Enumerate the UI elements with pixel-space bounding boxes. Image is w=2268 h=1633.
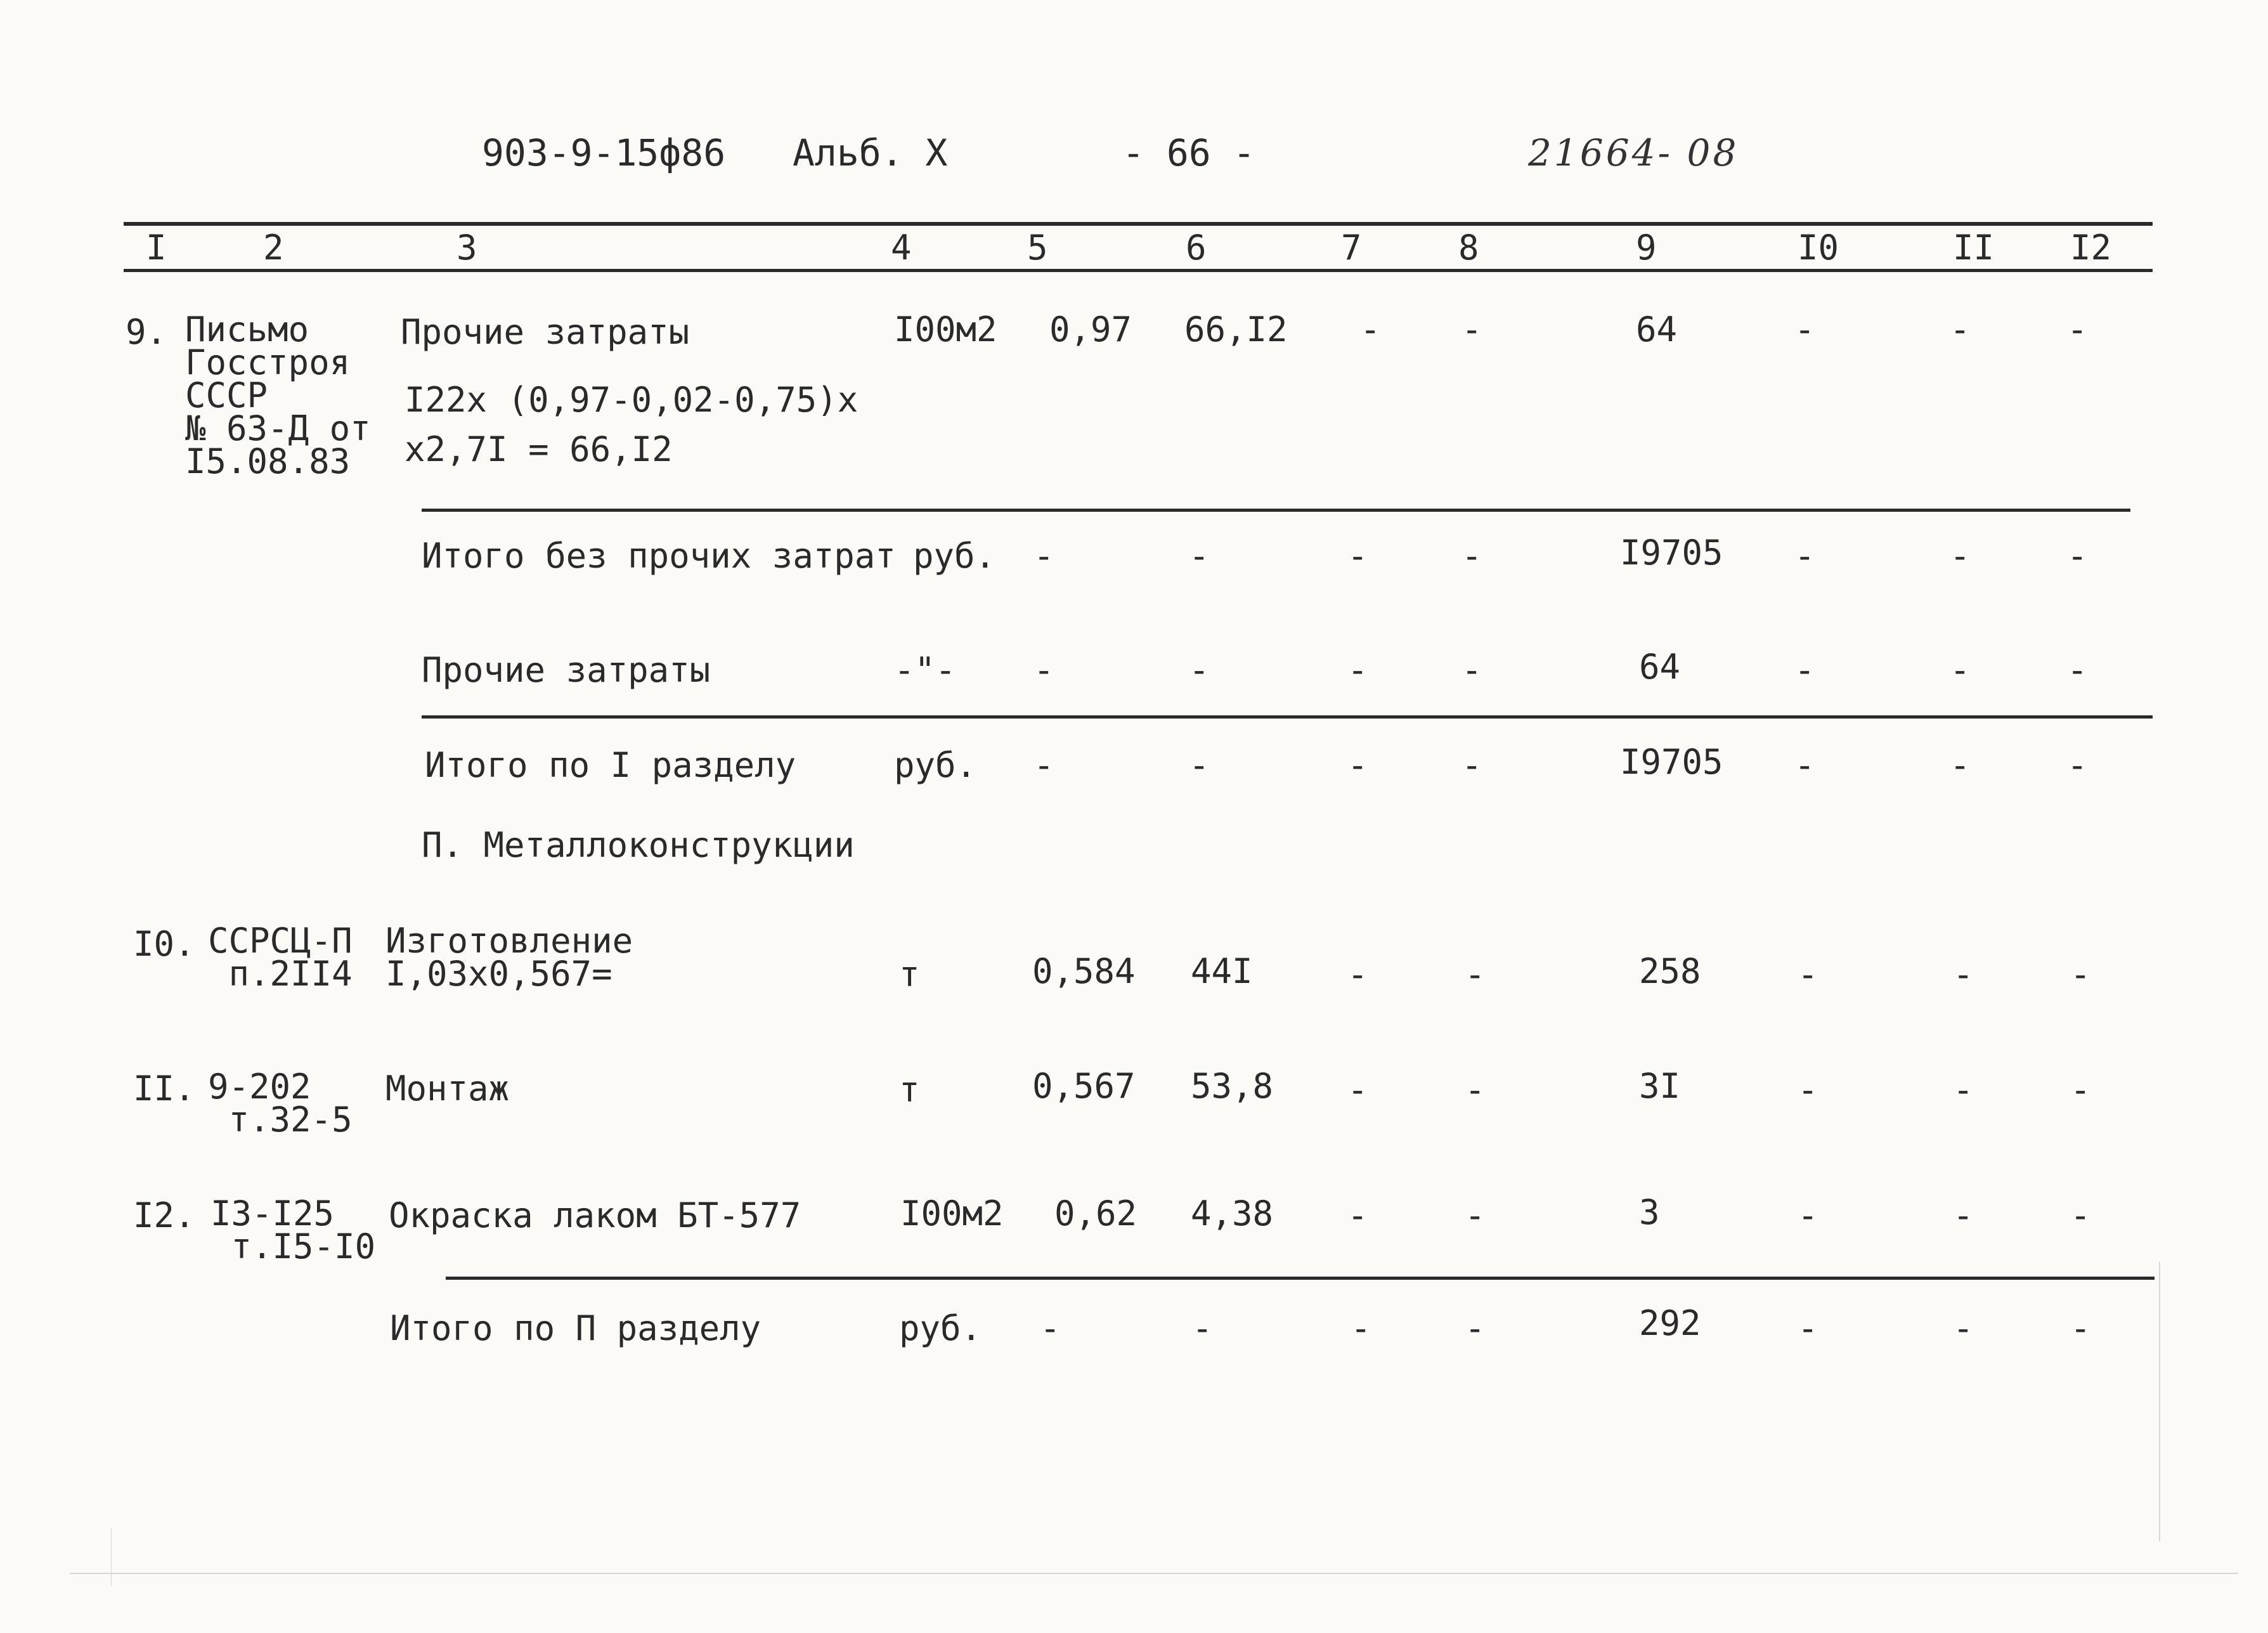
col-header-9: 9	[1636, 228, 1657, 268]
row12-col7: -	[1347, 1195, 1368, 1235]
row11-name: Монтаж	[386, 1069, 510, 1109]
sum-section1-col8: -	[1461, 745, 1482, 785]
sum-wo-other-col8: -	[1461, 536, 1482, 576]
row10-total: 258	[1639, 951, 1701, 991]
subtotal-rule-3	[446, 1277, 2155, 1280]
sum-section1-col11: -	[1950, 745, 1971, 785]
sum-section1-label: Итого по I разделу	[425, 745, 796, 785]
row12-price: 4,38	[1191, 1194, 1274, 1233]
sum-section1-col12: -	[2067, 745, 2088, 785]
sum-wo-other-col6: -	[1189, 536, 1210, 576]
row11-total: 3I	[1639, 1066, 1681, 1106]
row12-name: Окраска лаком БТ-577	[389, 1195, 801, 1235]
header-bottom-rule	[124, 269, 2153, 272]
row12-unit: I00м2	[900, 1194, 1004, 1233]
sum-section2-col12: -	[2070, 1308, 2091, 1348]
row11-col8: -	[1465, 1070, 1486, 1110]
row9-name: Прочие затраты	[401, 312, 690, 352]
row10-price: 44I	[1191, 951, 1253, 991]
subtotal-rule-2	[422, 715, 2153, 719]
col-header-1: I	[146, 228, 167, 268]
row9-col8: -	[1461, 309, 1482, 349]
col-header-8: 8	[1458, 228, 1479, 268]
col-header-2: 2	[263, 228, 284, 268]
row9-col11: -	[1950, 309, 1971, 349]
row12-col10: -	[1798, 1195, 1818, 1235]
sum-wo-other-unit: руб.	[913, 536, 996, 576]
scan-edge-right	[2159, 1262, 2160, 1541]
doc-code: 903-9-15ф86	[482, 131, 726, 174]
row12-total: 3	[1639, 1192, 1660, 1232]
sum-section2-col6: -	[1192, 1308, 1213, 1348]
row10-col11: -	[1953, 954, 1974, 994]
row11-col10: -	[1798, 1070, 1818, 1110]
sum-section2-col8: -	[1465, 1308, 1486, 1348]
col-header-11: II	[1953, 228, 1995, 268]
other-costs-col7: -	[1347, 650, 1368, 690]
other-costs-total: 64	[1639, 647, 1681, 687]
col-header-12: I2	[2070, 228, 2112, 268]
sum-wo-other-col12: -	[2067, 536, 2088, 576]
sum-wo-other-col5: -	[1034, 536, 1054, 576]
other-costs-col8: -	[1461, 650, 1482, 690]
col-header-4: 4	[891, 228, 912, 268]
col-header-10: I0	[1798, 228, 1839, 268]
row9-col12: -	[2067, 309, 2088, 349]
sum-section2-col7: -	[1351, 1308, 1371, 1348]
subtotal-rule-1	[422, 509, 2130, 512]
section2-title: П. Металлоконструкции	[422, 825, 855, 865]
row10-quantity: 0,584	[1032, 951, 1136, 991]
row10-unit: т	[899, 954, 920, 994]
sum-wo-other-col10: -	[1794, 536, 1815, 576]
other-costs-unit: -"-	[894, 650, 956, 690]
sum-section2-col10: -	[1798, 1308, 1818, 1348]
row9-total: 64	[1636, 309, 1678, 349]
row10-number: I0.	[133, 924, 195, 964]
row9-number: 9.	[126, 312, 167, 352]
sum-section1-col7: -	[1347, 745, 1368, 785]
sum-section1-col10: -	[1794, 745, 1815, 785]
row11-reference: 9-202 т.32-5	[208, 1067, 353, 1140]
col-header-6: 6	[1186, 228, 1207, 268]
sum-section1-col6: -	[1189, 745, 1210, 785]
other-costs-label: Прочие затраты	[422, 650, 711, 690]
page-number: - 66 -	[1122, 131, 1255, 174]
sum-section2-total: 292	[1639, 1303, 1701, 1343]
sum-wo-other-label: Итого без прочих затрат	[422, 536, 896, 576]
sum-wo-other-total: I9705	[1620, 533, 1723, 573]
other-costs-col12: -	[2067, 650, 2088, 690]
row10-name: Изготовление I,03х0,567=	[386, 921, 633, 994]
row10-col10: -	[1798, 954, 1818, 994]
sum-section2-col11: -	[1953, 1308, 1974, 1348]
row9-quantity: 0,97	[1049, 309, 1132, 349]
row10-reference: ССРСЦ-П п.2II4	[208, 921, 353, 994]
row9-reference: Письмо Госстроя СССР № 63-Д от I5.08.83	[185, 309, 371, 481]
row11-col12: -	[2070, 1070, 2091, 1110]
scan-edge-bottom	[70, 1573, 2238, 1574]
row12-number: I2.	[133, 1195, 195, 1235]
row10-col12: -	[2070, 954, 2091, 994]
sum-wo-other-col7: -	[1347, 536, 1368, 576]
row11-price: 53,8	[1191, 1066, 1274, 1106]
row12-col11: -	[1953, 1195, 1974, 1235]
album-label: Альб. X	[793, 131, 948, 174]
col-header-3: 3	[457, 228, 477, 268]
sum-section1-col5: -	[1034, 745, 1054, 785]
sum-section1-unit: руб.	[894, 745, 977, 785]
sum-wo-other-col11: -	[1950, 536, 1971, 576]
sum-section2-col5: -	[1040, 1308, 1061, 1348]
inventory-number: 21664- 08	[1528, 131, 1739, 174]
row12-reference: I3-I25 т.I5-I0	[211, 1194, 376, 1266]
row9-price: 66,I2	[1184, 309, 1288, 349]
row12-col12: -	[2070, 1195, 2091, 1235]
sum-section2-label: Итого по П разделу	[390, 1308, 761, 1348]
header-top-rule	[124, 222, 2153, 226]
row11-col11: -	[1953, 1070, 1974, 1110]
row10-col8: -	[1465, 954, 1486, 994]
row11-col7: -	[1347, 1070, 1368, 1110]
scan-edge-left	[111, 1528, 112, 1585]
sum-section1-total: I9705	[1620, 742, 1723, 782]
sum-section2-unit: руб.	[899, 1308, 982, 1348]
other-costs-col6: -	[1189, 650, 1210, 690]
row11-unit: т	[899, 1070, 920, 1110]
row11-number: II.	[133, 1069, 195, 1109]
row10-col7: -	[1347, 954, 1368, 994]
row9-col10: -	[1794, 309, 1815, 349]
col-header-5: 5	[1027, 228, 1048, 268]
row12-col8: -	[1465, 1195, 1486, 1235]
other-costs-col5: -	[1034, 650, 1054, 690]
col-header-7: 7	[1341, 228, 1362, 268]
row9-unit: I00м2	[894, 309, 997, 349]
row12-quantity: 0,62	[1054, 1194, 1137, 1233]
row9-calculation: I22х (0,97-0,02-0,75)х х2,7I = 66,I2	[405, 380, 859, 469]
row11-quantity: 0,567	[1032, 1066, 1136, 1106]
other-costs-col10: -	[1794, 650, 1815, 690]
other-costs-col11: -	[1950, 650, 1971, 690]
row9-col7: -	[1360, 309, 1381, 349]
